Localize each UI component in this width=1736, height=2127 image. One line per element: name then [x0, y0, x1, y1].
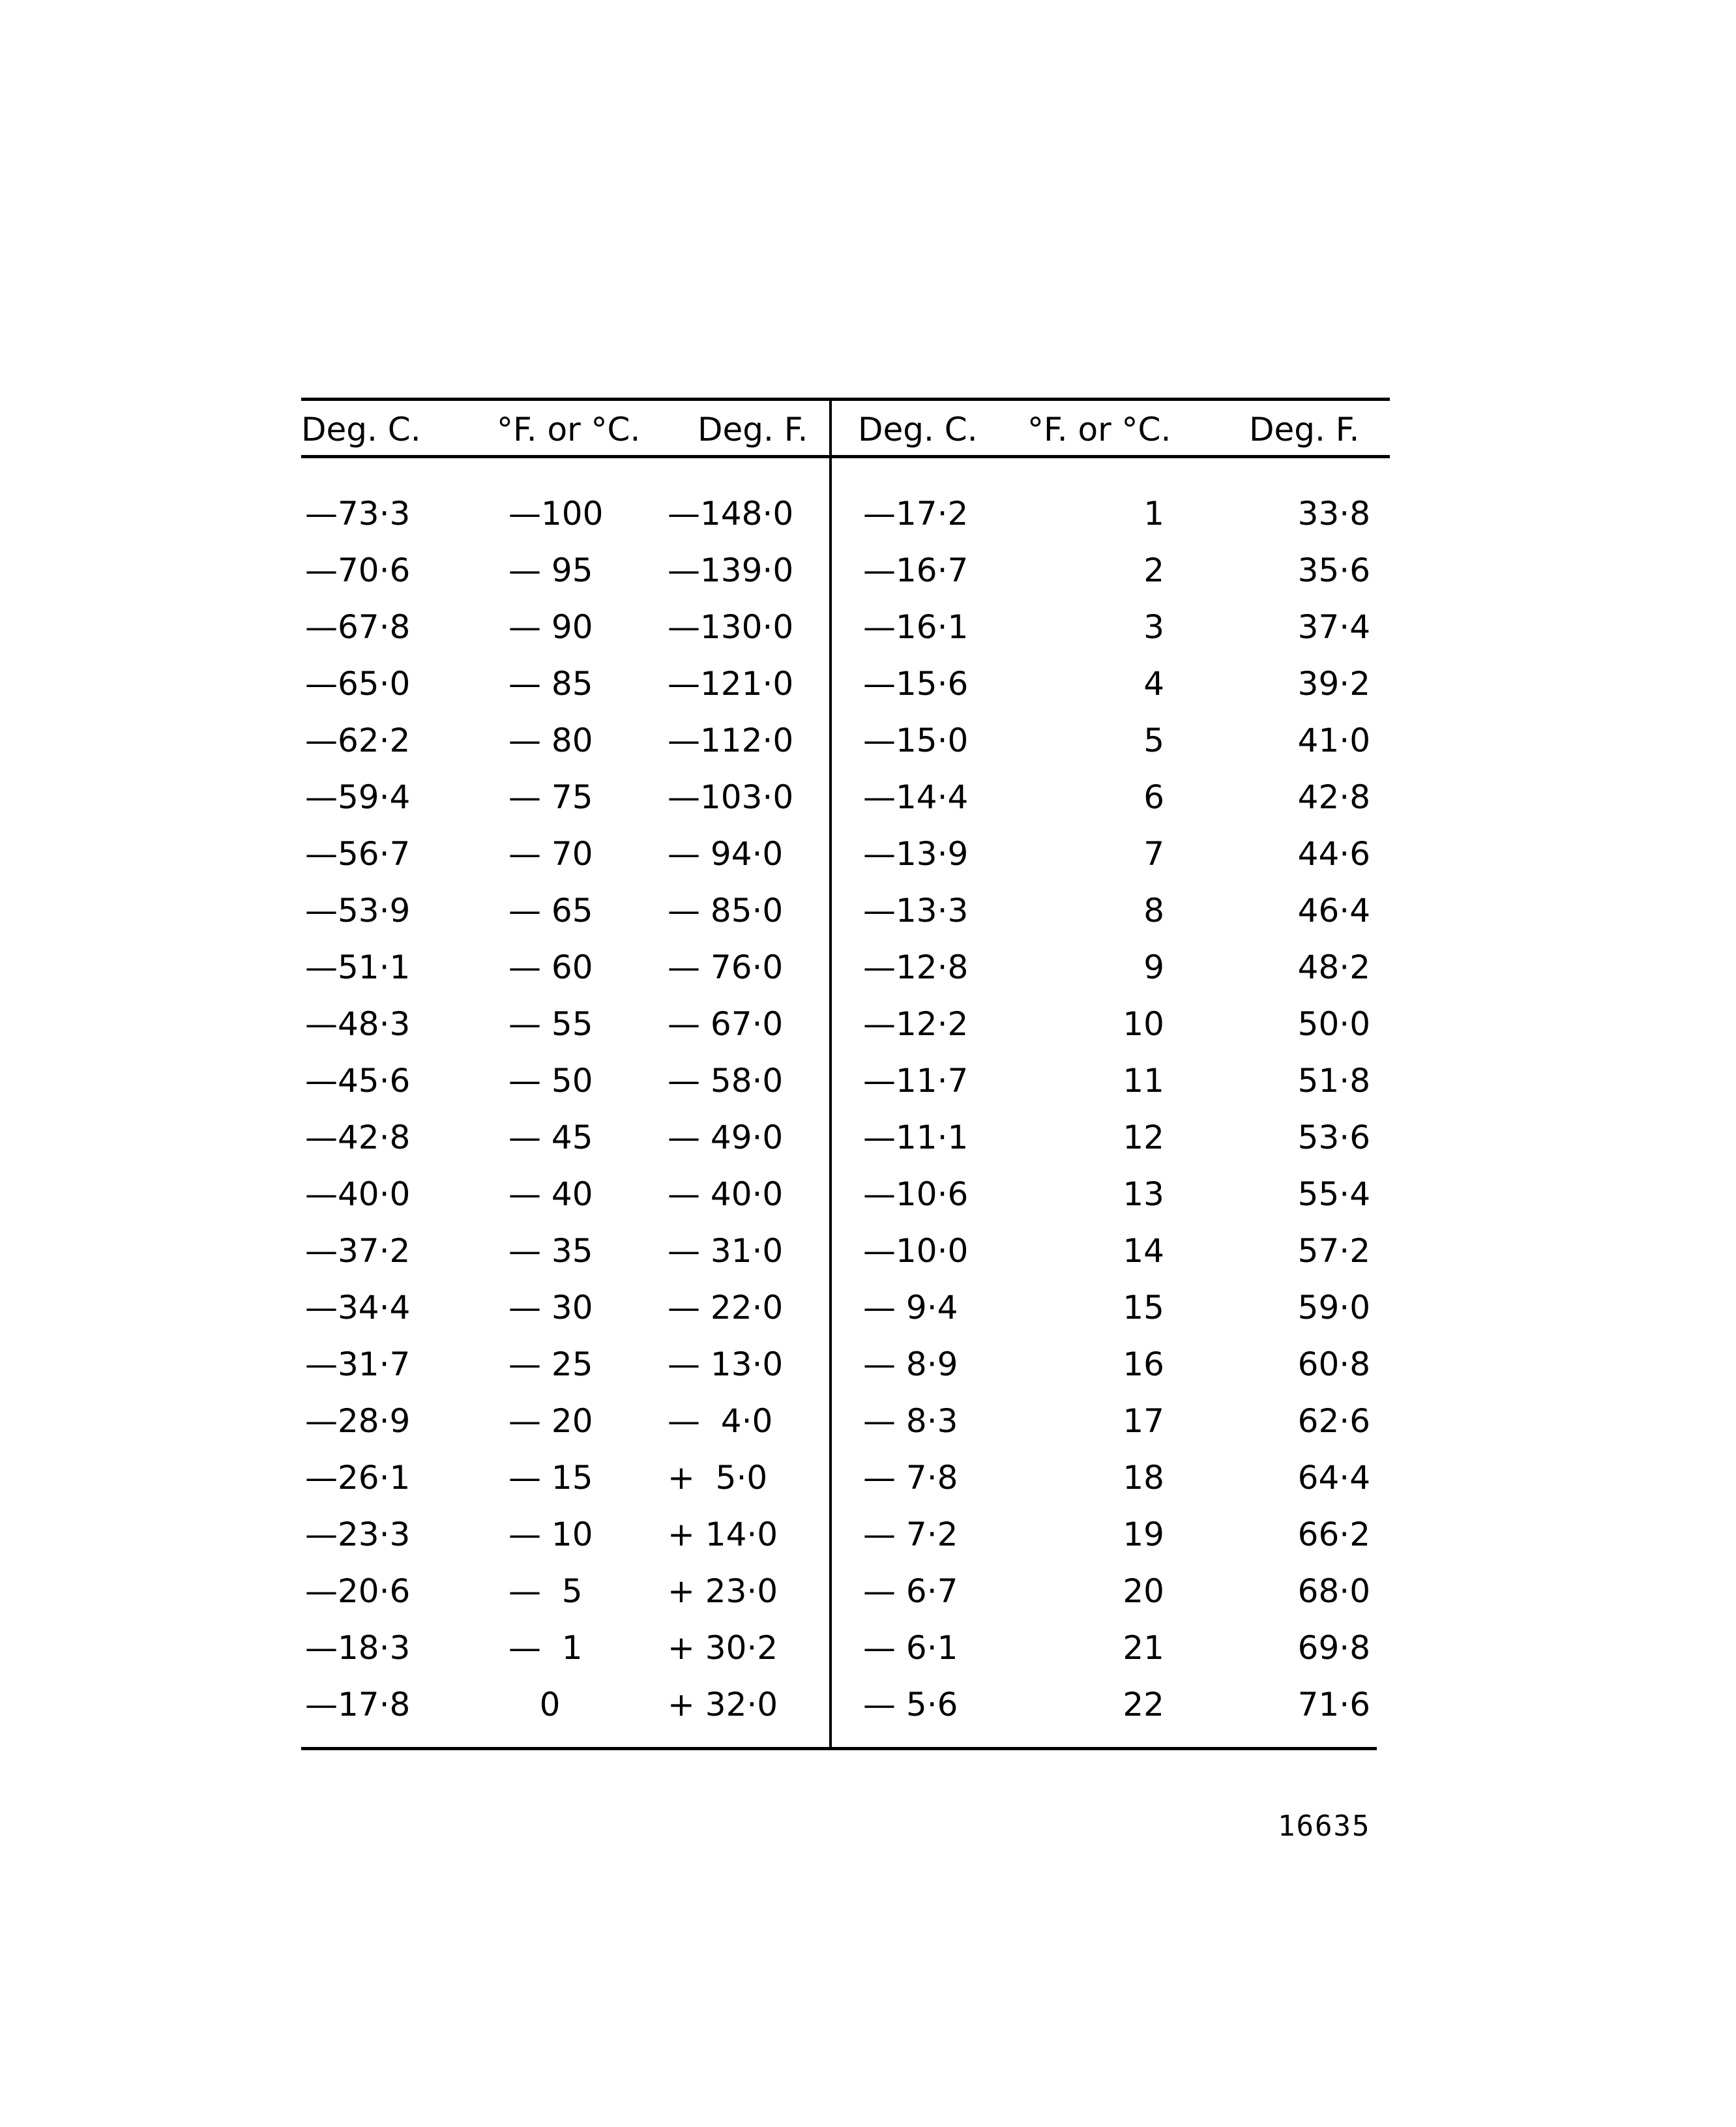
left-cell-f-or-c: — 45 [508, 1119, 593, 1156]
left-cell-deg-f: + 23·0 [668, 1572, 778, 1610]
right-cell-deg-c: —14·4 [863, 778, 969, 816]
right-table-row [832, 883, 1390, 939]
left-table-row [301, 1109, 829, 1166]
right-table-row [832, 939, 1390, 996]
right-table-row [832, 996, 1390, 1053]
right-cell-deg-f: 59·0 [1297, 1289, 1370, 1327]
left-table-row [301, 883, 829, 939]
right-header-deg-c: Deg. C. [858, 411, 978, 448]
right-cell-f-or-c: 2 [1143, 551, 1164, 589]
left-table-row [301, 1450, 829, 1506]
left-cell-deg-f: — 4·0 [668, 1402, 773, 1440]
right-cell-deg-c: — 7·8 [863, 1459, 958, 1497]
right-cell-deg-c: —15·0 [863, 722, 969, 759]
left-cell-deg-c: —70·6 [305, 551, 411, 589]
right-table-row [832, 1109, 1390, 1166]
left-table-row [301, 1280, 829, 1336]
left-cell-deg-c: —34·4 [305, 1289, 411, 1327]
right-cell-f-or-c: 20 [1123, 1572, 1164, 1610]
left-cell-deg-c: —53·9 [305, 892, 411, 930]
left-cell-f-or-c: — 35 [508, 1232, 593, 1270]
left-cell-f-or-c: — 95 [508, 551, 593, 589]
left-cell-deg-c: —28·9 [305, 1402, 411, 1440]
left-cell-deg-c: —23·3 [305, 1516, 411, 1553]
left-cell-deg-c: —26·1 [305, 1459, 411, 1497]
right-cell-deg-f: 68·0 [1297, 1572, 1370, 1610]
left-table-row [301, 1677, 829, 1733]
left-cell-f-or-c: — 80 [508, 722, 593, 759]
left-cell-deg-c: —40·0 [305, 1175, 411, 1213]
right-cell-f-or-c: 13 [1123, 1175, 1164, 1213]
left-cell-deg-c: —20·6 [305, 1572, 411, 1610]
conversion-table [301, 398, 1390, 1757]
left-cell-deg-f: — 49·0 [668, 1119, 784, 1156]
right-cell-deg-f: 39·2 [1297, 665, 1370, 703]
left-table-row [301, 599, 829, 656]
right-cell-f-or-c: 9 [1143, 948, 1164, 986]
left-cell-f-or-c: — 70 [508, 835, 593, 873]
right-cell-deg-f: 60·8 [1297, 1345, 1370, 1383]
right-cell-f-or-c: 5 [1143, 722, 1164, 759]
right-table-row [832, 769, 1390, 826]
left-table-row [301, 1620, 829, 1677]
left-table-row [301, 996, 829, 1053]
right-table-row [832, 1053, 1390, 1109]
left-header-deg-c: Deg. C. [301, 411, 421, 448]
right-cell-deg-f: 48·2 [1297, 948, 1370, 986]
left-cell-f-or-c: — 10 [508, 1516, 593, 1553]
right-cell-deg-c: —16·7 [863, 551, 969, 589]
left-cell-f-or-c: — 1 [508, 1629, 583, 1667]
right-table-row [832, 1223, 1390, 1280]
right-cell-f-or-c: 7 [1143, 835, 1164, 873]
left-cell-f-or-c: 0 [508, 1686, 561, 1724]
right-cell-deg-f: 37·4 [1297, 608, 1370, 646]
left-cell-deg-f: + 30·2 [668, 1629, 778, 1667]
left-header-f-or-c: °F. or °C. [497, 411, 641, 448]
right-cell-f-or-c: 22 [1123, 1686, 1164, 1724]
right-cell-deg-f: 64·4 [1297, 1459, 1370, 1497]
right-table-row [832, 486, 1390, 542]
left-cell-f-or-c: — 60 [508, 948, 593, 986]
left-table-row [301, 826, 829, 883]
right-cell-deg-f: 55·4 [1297, 1175, 1370, 1213]
right-table-row [832, 1677, 1390, 1733]
right-cell-deg-c: — 6·1 [863, 1629, 958, 1667]
right-cell-f-or-c: 6 [1143, 778, 1164, 816]
right-table-row [832, 1280, 1390, 1336]
right-table-row [832, 542, 1390, 599]
left-cell-deg-f: + 5·0 [668, 1459, 768, 1497]
left-cell-f-or-c: — 75 [508, 778, 593, 816]
right-cell-deg-f: 50·0 [1297, 1005, 1370, 1043]
left-cell-f-or-c: — 50 [508, 1062, 593, 1100]
right-cell-f-or-c: 17 [1123, 1402, 1164, 1440]
left-cell-deg-f: —121·0 [668, 665, 794, 703]
right-table-row [832, 1450, 1390, 1506]
right-header-row [832, 407, 1390, 452]
right-cell-deg-c: —11·7 [863, 1062, 969, 1100]
left-cell-deg-f: —112·0 [668, 722, 794, 759]
right-cell-f-or-c: 12 [1123, 1119, 1164, 1156]
right-table-row [832, 712, 1390, 769]
left-cell-f-or-c: — 5 [508, 1572, 583, 1610]
left-rows [301, 486, 829, 1733]
left-cell-deg-f: — 67·0 [668, 1005, 784, 1043]
left-cell-deg-f: —148·0 [668, 495, 794, 533]
right-rows [832, 486, 1390, 1733]
right-cell-deg-f: 66·2 [1297, 1516, 1370, 1553]
left-cell-f-or-c: — 20 [508, 1402, 593, 1440]
left-cell-deg-c: —42·8 [305, 1119, 411, 1156]
left-table-row [301, 1336, 829, 1393]
left-header-row [301, 407, 829, 452]
right-table-row [832, 1393, 1390, 1450]
right-header-deg-f: Deg. F. [1249, 411, 1360, 448]
left-cell-f-or-c: — 90 [508, 608, 593, 646]
left-cell-deg-f: — 13·0 [668, 1345, 784, 1383]
page-number: 16635 [1278, 1810, 1371, 1843]
left-header-deg-f: Deg. F. [698, 411, 808, 448]
right-cell-deg-c: —16·1 [863, 608, 969, 646]
left-cell-deg-f: — 58·0 [668, 1062, 784, 1100]
left-cell-deg-c: —51·1 [305, 948, 411, 986]
right-table-row [832, 1620, 1390, 1677]
left-cell-f-or-c: — 85 [508, 665, 593, 703]
right-table-row [832, 1506, 1390, 1563]
right-cell-deg-c: —12·2 [863, 1005, 969, 1043]
right-cell-deg-f: 46·4 [1297, 892, 1370, 930]
left-table-row [301, 486, 829, 542]
right-cell-f-or-c: 8 [1143, 892, 1164, 930]
left-cell-deg-f: — 31·0 [668, 1232, 784, 1270]
right-cell-deg-c: — 5·6 [863, 1686, 958, 1724]
left-cell-deg-f: — 94·0 [668, 835, 784, 873]
right-cell-deg-c: —13·3 [863, 892, 969, 930]
left-cell-deg-c: —65·0 [305, 665, 411, 703]
right-table-row [832, 1166, 1390, 1223]
right-cell-f-or-c: 14 [1123, 1232, 1164, 1270]
right-header-f-or-c: °F. or °C. [1027, 411, 1171, 448]
right-cell-deg-f: 53·6 [1297, 1119, 1370, 1156]
right-cell-deg-c: — 8·9 [863, 1345, 958, 1383]
left-cell-deg-c: —45·6 [305, 1062, 411, 1100]
right-cell-deg-f: 41·0 [1297, 722, 1370, 759]
right-cell-deg-c: —10·0 [863, 1232, 969, 1270]
right-cell-deg-f: 42·8 [1297, 778, 1370, 816]
left-cell-deg-c: —73·3 [305, 495, 411, 533]
right-cell-deg-c: —11·1 [863, 1119, 969, 1156]
right-cell-deg-c: — 8·3 [863, 1402, 958, 1440]
table-bottom-rule [301, 1747, 1377, 1750]
left-cell-deg-c: —37·2 [305, 1232, 411, 1270]
right-cell-deg-f: 62·6 [1297, 1402, 1370, 1440]
left-table-row [301, 1563, 829, 1620]
left-table-row [301, 1393, 829, 1450]
left-cell-deg-f: + 14·0 [668, 1516, 778, 1553]
right-cell-f-or-c: 19 [1123, 1516, 1164, 1553]
left-table-row [301, 769, 829, 826]
right-cell-deg-f: 33·8 [1297, 495, 1370, 533]
right-cell-deg-c: —15·6 [863, 665, 969, 703]
right-cell-deg-c: —17·2 [863, 495, 969, 533]
right-cell-deg-f: 35·6 [1297, 551, 1370, 589]
right-cell-f-or-c: 18 [1123, 1459, 1164, 1497]
right-cell-f-or-c: 11 [1123, 1062, 1164, 1100]
left-cell-deg-c: —59·4 [305, 778, 411, 816]
left-cell-f-or-c: —100 [508, 495, 604, 533]
right-table-row [832, 1563, 1390, 1620]
left-cell-deg-f: —103·0 [668, 778, 794, 816]
left-cell-deg-c: —31·7 [305, 1345, 411, 1383]
left-cell-f-or-c: — 30 [508, 1289, 593, 1327]
right-cell-f-or-c: 21 [1123, 1629, 1164, 1667]
table-top-rule [301, 398, 1390, 401]
right-cell-deg-f: 69·8 [1297, 1629, 1370, 1667]
left-cell-deg-f: + 32·0 [668, 1686, 778, 1724]
table-header-rule [301, 455, 1390, 458]
right-cell-deg-f: 44·6 [1297, 835, 1370, 873]
left-cell-f-or-c: — 55 [508, 1005, 593, 1043]
right-cell-deg-c: — 7·2 [863, 1516, 958, 1553]
left-cell-deg-f: — 22·0 [668, 1289, 784, 1327]
left-table-row [301, 712, 829, 769]
left-cell-f-or-c: — 40 [508, 1175, 593, 1213]
left-table-row [301, 1166, 829, 1223]
left-cell-deg-c: —48·3 [305, 1005, 411, 1043]
left-table-row [301, 1506, 829, 1563]
left-cell-deg-c: —67·8 [305, 608, 411, 646]
right-cell-deg-f: 57·2 [1297, 1232, 1370, 1270]
left-cell-f-or-c: — 15 [508, 1459, 593, 1497]
right-cell-deg-c: —12·8 [863, 948, 969, 986]
right-cell-deg-c: — 6·7 [863, 1572, 958, 1610]
left-cell-deg-c: —17·8 [305, 1686, 411, 1724]
left-cell-f-or-c: — 25 [508, 1345, 593, 1383]
right-table-row [832, 656, 1390, 712]
right-cell-f-or-c: 3 [1143, 608, 1164, 646]
right-cell-deg-c: —13·9 [863, 835, 969, 873]
left-table-row [301, 1223, 829, 1280]
left-cell-deg-f: — 40·0 [668, 1175, 784, 1213]
right-cell-deg-c: — 9·4 [863, 1289, 958, 1327]
left-table-row [301, 1053, 829, 1109]
right-cell-f-or-c: 1 [1143, 495, 1164, 533]
left-table-row [301, 542, 829, 599]
left-cell-deg-f: —130·0 [668, 608, 794, 646]
right-cell-deg-f: 51·8 [1297, 1062, 1370, 1100]
right-cell-deg-c: —10·6 [863, 1175, 969, 1213]
right-cell-f-or-c: 4 [1143, 665, 1164, 703]
right-cell-f-or-c: 16 [1123, 1345, 1164, 1383]
left-cell-deg-c: —18·3 [305, 1629, 411, 1667]
right-table-row [832, 1336, 1390, 1393]
right-cell-f-or-c: 10 [1123, 1005, 1164, 1043]
right-table-row [832, 599, 1390, 656]
right-cell-f-or-c: 15 [1123, 1289, 1164, 1327]
left-cell-deg-f: — 76·0 [668, 948, 784, 986]
left-cell-deg-c: —56·7 [305, 835, 411, 873]
left-table-row [301, 939, 829, 996]
right-cell-deg-f: 71·6 [1297, 1686, 1370, 1724]
left-cell-deg-f: — 85·0 [668, 892, 784, 930]
left-cell-deg-c: —62·2 [305, 722, 411, 759]
right-table-row [832, 826, 1390, 883]
left-cell-deg-f: —139·0 [668, 551, 794, 589]
left-cell-f-or-c: — 65 [508, 892, 593, 930]
left-table-row [301, 656, 829, 712]
